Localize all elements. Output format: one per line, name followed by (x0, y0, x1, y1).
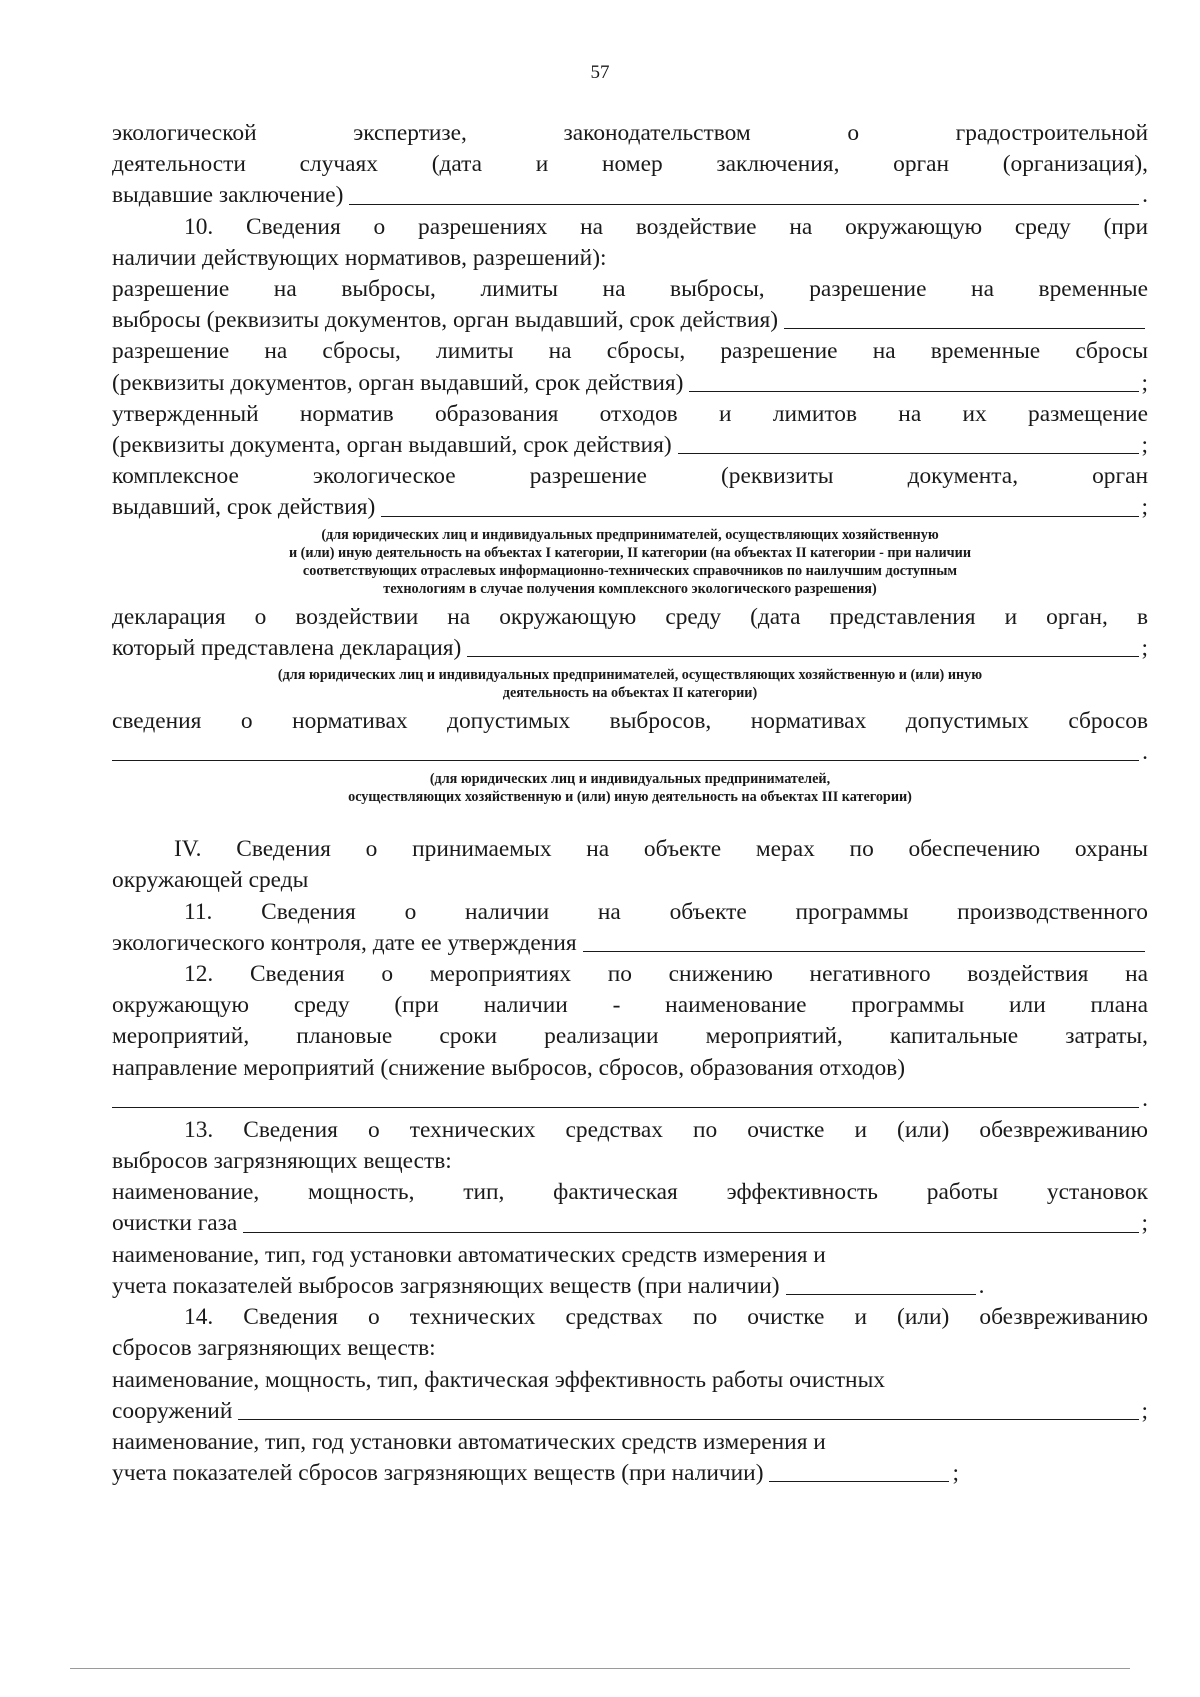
text-line: который представлена декларация) (112, 634, 462, 661)
blank-field[interactable] (349, 203, 1139, 205)
text-line: наименование, тип, год установки автоматических средств измерения и (112, 1428, 826, 1455)
blank-field[interactable] (381, 515, 1138, 517)
footnote-line: деятельность на объектах II категории) (502, 685, 758, 702)
footnote (112, 526, 1148, 598)
punctuation: ; (1141, 1210, 1148, 1237)
punctuation: ; (1141, 634, 1148, 661)
text-line: сведения о нормативах допустимых выбросов, нормативах допустимых сбросов (112, 708, 1148, 735)
punctuation: . (1142, 739, 1148, 766)
text-line: направление мероприятий (снижение выбросов, сбросов, образования отходов) (112, 1054, 906, 1081)
section-13-heading: 13. Сведения о технических средствах по очистке и (или) обезвреживанию (184, 1116, 1148, 1143)
blank-field[interactable] (112, 759, 1139, 761)
section-14-heading: 14. Сведения о технических средствах по очистке и (или) обезвреживанию (184, 1304, 1148, 1331)
text-line: комплексное экологическое разрешение (реквизиты документа, орган (112, 463, 1148, 490)
text-line: выдавший, срок действия) (112, 494, 376, 521)
fill-line (112, 1271, 1148, 1302)
footnote-line: (для юридических лиц и индивидуальных предпринимателей, осуществляющих хозяйственную (321, 526, 939, 543)
fill-line (112, 1208, 1148, 1239)
blank-field[interactable] (769, 1480, 949, 1482)
section-10-heading: 10. Сведения о разрешениях на воздействие на окружающую среду (при (184, 213, 1148, 240)
scan-edge-line (70, 1668, 1130, 1669)
blank-field[interactable] (786, 1293, 976, 1295)
footnote-line: (для юридических лиц и индивидуальных предпринимателей, осуществляющих хозяйственную и (или) иную (277, 667, 983, 684)
fill-line (112, 492, 1148, 523)
text-line: наименование, тип, год установки автоматических средств измерения и (112, 1241, 826, 1268)
footnote-line: и (или) иную деятельность на объектах I категории, II категории (на объектах II категории - при наличии (288, 544, 972, 561)
footnote (112, 666, 1148, 702)
text-line: выдавшие заключение) (112, 182, 344, 209)
fill-line (112, 737, 1148, 768)
document-body (112, 118, 1148, 1489)
text-line: (реквизиты документов, орган выдавший, срок действия) (112, 369, 684, 396)
fill-line (112, 430, 1148, 461)
fill-line (112, 1084, 1148, 1115)
footnote-line: технологиям в случае получения комплексного экологического разрешения) (383, 580, 877, 597)
footnote-line: соответствующих отраслевых информационно-технических справочников по наилучшим доступным (302, 562, 958, 579)
punctuation: . (978, 1272, 985, 1299)
text-line: наличии действующих нормативов, разрешений): (112, 244, 607, 271)
text-line: разрешение на сбросы, лимиты на сбросы, разрешение на временные сбросы (112, 338, 1148, 365)
blank-field[interactable] (467, 655, 1138, 657)
punctuation: ; (1141, 1397, 1148, 1424)
text-line: (реквизиты документа, орган выдавший, срок действия) (112, 432, 672, 459)
fill-line (112, 633, 1148, 664)
fill-line (112, 928, 1148, 959)
text-line: мероприятий, плановые сроки реализации мероприятий, капитальные затраты, (112, 1023, 1148, 1050)
punctuation: ; (1141, 432, 1148, 459)
footnote-line: осуществляющих хозяйственную и (или) иную деятельность на объектах III категории) (348, 789, 912, 806)
text-line: очистки газа (112, 1210, 238, 1237)
punctuation: . (1142, 182, 1148, 209)
blank-field[interactable] (243, 1231, 1138, 1233)
text-line: экологического контроля, дате ее утверждения (112, 929, 577, 956)
punctuation: ; (1141, 369, 1148, 396)
section-12-heading: 12. Сведения о мероприятиях по снижению негативного воздействия на (184, 961, 1148, 988)
text-line: разрешение на выбросы, лимиты на выбросы, разрешение на временные (112, 276, 1148, 303)
text-line: окружающую среду (при наличии - наименование программы или плана (112, 992, 1148, 1019)
text-line: сооружений (112, 1397, 233, 1424)
blank-field[interactable] (784, 327, 1145, 329)
blank-field[interactable] (678, 452, 1139, 454)
fill-line (112, 1458, 1148, 1489)
section-iv-heading: IV. Сведения о принимаемых на объекте мерах по обеспечению охраны (174, 836, 1148, 863)
fill-line (112, 1396, 1148, 1427)
blank-field[interactable] (689, 390, 1138, 392)
blank-field[interactable] (112, 1106, 1139, 1108)
punctuation: ; (952, 1460, 959, 1487)
punctuation: . (1142, 1085, 1148, 1112)
text-line: декларация о воздействии на окружающую среду (дата представления и орган, в (112, 603, 1148, 630)
text-line: сбросов загрязняющих веществ: (112, 1335, 436, 1362)
blank-field[interactable] (583, 950, 1145, 952)
text-line: учета показателей выбросов загрязняющих веществ (при наличии) (112, 1272, 780, 1299)
footnote (112, 770, 1148, 806)
text-line: выбросы (реквизиты документов, орган выдавший, срок действия) (112, 307, 779, 334)
blank-field[interactable] (238, 1418, 1138, 1420)
page-number: 57 (590, 62, 610, 83)
fill-line (112, 180, 1148, 211)
text-line: деятельности случаях (дата и номер заключения, орган (организация), (112, 151, 1148, 178)
text-line: экологической экспертизе, законодательством о градостроительной (112, 120, 1148, 146)
punctuation: ; (1141, 494, 1148, 521)
fill-line (112, 368, 1148, 399)
text-line: наименование, мощность, тип, фактическая эффективность работы очистных (112, 1366, 885, 1393)
text-line: наименование, мощность, тип, фактическая эффективность работы установок (112, 1179, 1148, 1206)
footnote-line: (для юридических лиц и индивидуальных предпринимателей, (429, 771, 831, 788)
section-11-heading: 11. Сведения о наличии на объекте программы производственного (184, 898, 1148, 925)
text-line: утвержденный норматив образования отходов и лимитов на их размещение (112, 400, 1148, 427)
text-line: учета показателей сбросов загрязняющих веществ (при наличии) (112, 1460, 764, 1487)
text-line: окружающей среды (112, 867, 309, 894)
fill-line (112, 305, 1148, 336)
text-line: выбросов загрязняющих веществ: (112, 1148, 452, 1175)
